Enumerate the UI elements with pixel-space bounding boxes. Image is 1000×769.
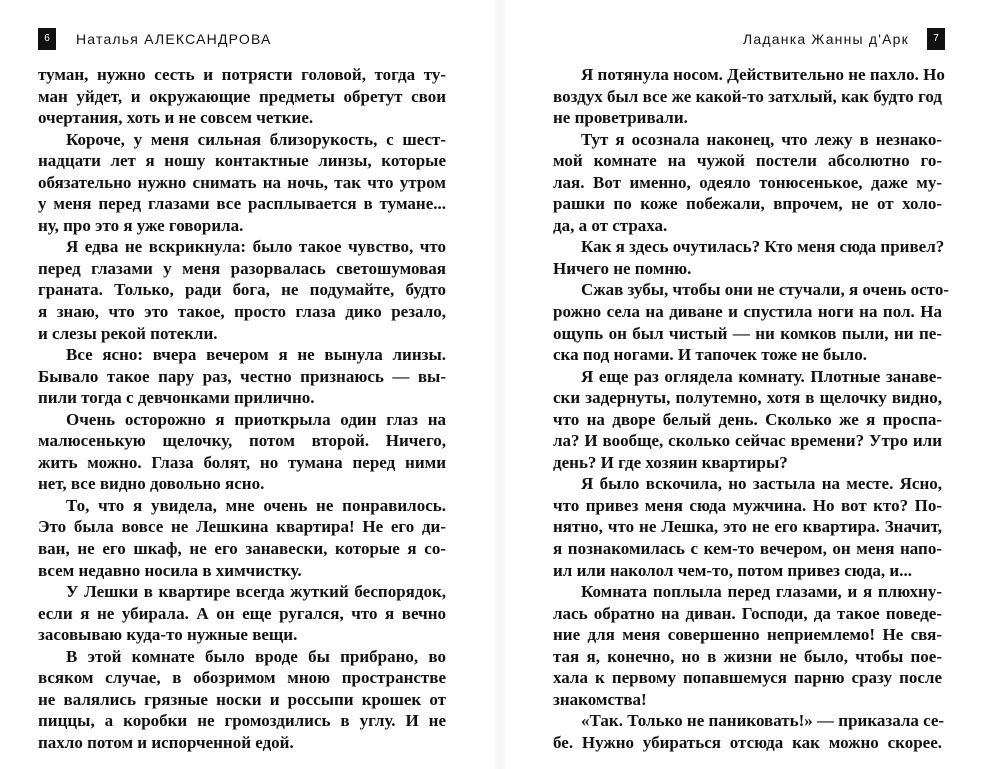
text-line: лая. Вот именно, одеяло тонюсенькое, даже му- xyxy=(553,172,942,192)
paragraph xyxy=(553,710,945,753)
author-name: Наталья АЛЕКСАНДРОВА xyxy=(76,31,272,47)
text-line: ван, не его шкаф, не его занавески, которые я со- xyxy=(38,539,446,559)
text-line: Комната поплыла перед глазами, и я плюхну- xyxy=(581,582,942,602)
text-line: ла? И вообще, сколько сейчас времени? Утро или xyxy=(553,431,942,451)
text-line: малюсенькую щелочку, потом второй. Ничего, xyxy=(38,431,446,451)
text-line: «Так. Только не паниковать!» — приказала се- xyxy=(581,711,945,731)
text-line: Ничего не помню. xyxy=(553,258,692,278)
paragraph xyxy=(38,129,446,237)
text-line: Я едва не вскрикнула: было такое чувство, что xyxy=(66,237,446,257)
text-line: лась обратно на диван. Господи, да такое поведе- xyxy=(553,603,942,623)
text-line: граната. Только, ради бога, не подумайте, будто xyxy=(38,280,446,300)
text-line: я знаю, что это такое, просто глаза дико резало, xyxy=(38,302,446,322)
paragraph xyxy=(38,409,446,495)
text-line: ска под ногами. И тапочек тоже не было. xyxy=(553,345,867,365)
text-line: бе. Нужно убираться отсюда как можно скорее. xyxy=(553,732,942,752)
text-line: день? И где хозяин квартиры? xyxy=(553,452,788,472)
text-line: нятно, что не Лешка, это не его квартира. Значит, xyxy=(553,517,942,537)
page-number-right: 7 xyxy=(927,28,945,50)
text-line: не валялись грязные носки и россыпи крошек от xyxy=(38,689,446,709)
text-line: нет, все видно довольно ясно. xyxy=(38,474,265,494)
text-line: В этой комнате было вроде бы прибрано, во xyxy=(66,646,446,666)
text-line: что привез меня сюда мужчина. Но вот кто? По- xyxy=(553,495,942,515)
text-line: Как я здесь очутилась? Кто меня сюда привел? xyxy=(581,237,945,257)
text-line: да, а от страха. xyxy=(553,215,668,235)
text-line: Очень осторожно я приоткрыла один глаз на xyxy=(66,409,446,429)
text-line: Это была вовсе не Лешкина квартира! Не его ди- xyxy=(38,517,446,537)
text-line: Тут я осознала наконец, что лежу в незнако- xyxy=(581,129,942,149)
text-line: ман уйдет, и окружающие предметы обретут свои xyxy=(38,86,446,106)
text-line: Сжав зубы, чтобы они не стучали, я очень осто- xyxy=(581,280,949,300)
text-line: Я было вскочила, но застыла на месте. Ясно, xyxy=(581,474,942,494)
paragraph xyxy=(38,646,446,754)
text-line: мой комнате на чужой постели абсолютно го- xyxy=(553,151,942,171)
text-line: ски задернуты, полутемно, хотя в щелочку видно, xyxy=(553,388,942,408)
text-line: ощупь он был чистый — ни комков пыли, ни пе- xyxy=(553,323,942,343)
text-line: рожно села на диване и спустила ноги на пол. На xyxy=(553,302,942,322)
paragraph xyxy=(38,344,446,409)
text-line: хала к первому попавшемуся парню сразу после xyxy=(553,668,942,688)
text-line: надцати лет я ношу контактные линзы, которые xyxy=(38,151,446,171)
text-line: перед глазами у меня разорвалась светошумовая xyxy=(38,258,446,278)
text-line: Бывало такое пару раз, честно признаюсь — вы- xyxy=(38,366,446,386)
paragraph xyxy=(553,64,945,129)
paragraph xyxy=(553,366,942,474)
paragraph xyxy=(553,279,949,365)
paragraph xyxy=(38,64,446,129)
text-line: пиццы, а коробки не громоздились в углу. И не xyxy=(38,711,446,731)
text-line: туман, нужно сесть и потрясти головой, тогда ту- xyxy=(38,65,446,84)
paragraph xyxy=(553,236,945,279)
text-line: жить можно. Глаза болят, но тумана перед ними xyxy=(38,452,446,472)
book-gutter xyxy=(493,0,507,769)
paragraph xyxy=(38,581,446,646)
text-line: что на дворе белый день. Сколько же я проспа- xyxy=(553,409,942,429)
text-line: засовываю куда-то нужные вещи. xyxy=(38,625,298,645)
page-number-left: 6 xyxy=(38,28,56,50)
left-running-head xyxy=(38,27,272,51)
text-line: знакомства! xyxy=(553,689,647,709)
text-line: ну, про это я уже говорила. xyxy=(38,215,244,235)
paragraph xyxy=(553,473,942,581)
text-line: Все ясно: вчера вечером я не вынула линзы. xyxy=(66,345,446,365)
text-line: Я потянула носом. Действительно не пахло. Но xyxy=(581,65,945,84)
text-line: и слезы рекой потекли. xyxy=(38,323,218,343)
text-line: ние для меня совершенно неприемлемо! Не свя- xyxy=(553,625,942,645)
text-line: всяком случае, в обозримом мною пространстве xyxy=(38,668,446,688)
book-title: Ладанка Жанны д'Арк xyxy=(743,31,909,47)
right-running-head xyxy=(743,27,945,51)
paragraph xyxy=(553,581,942,710)
text-line: очертания, хоть и не совсем четкие. xyxy=(38,108,314,128)
paragraph xyxy=(553,129,942,237)
right-page-body xyxy=(553,64,949,754)
text-line: Я еще раз оглядела комнату. Плотные занаве- xyxy=(581,366,942,386)
text-line: Короче, у меня сильная близорукость, с шест- xyxy=(66,129,446,149)
text-line: я познакомилась с кем-то вечером, он меня напо- xyxy=(553,539,942,559)
text-line: обязательно нужно снимать на ночь, так что утром xyxy=(38,172,446,192)
left-page-body xyxy=(38,64,446,754)
text-line: То, что я увидела, мне очень не понравилось. xyxy=(66,495,446,515)
text-line: пахло потом и испорченной едой. xyxy=(38,732,294,752)
paragraph xyxy=(38,495,446,581)
text-line: У Лешки в квартире всегда жуткий беспорядок, xyxy=(66,582,446,602)
text-line: тая я, конечно, но в жизни не было, чтобы пое- xyxy=(553,646,942,666)
paragraph xyxy=(38,236,446,344)
text-line: ил или наколол чем-то, потом привез сюда, и... xyxy=(553,560,912,580)
text-line: пили тогда с девчонками прилично. xyxy=(38,388,315,408)
text-line: у меня перед глазами все расплывается в тумане... xyxy=(38,194,446,214)
text-line: не проветривали. xyxy=(553,108,688,128)
text-line: всем недавно носила в химчистку. xyxy=(38,560,302,580)
text-line: если я не убирала. А он еще ругался, что я вечно xyxy=(38,603,446,623)
text-line: рашки по коже побежали, впрочем, не от холо- xyxy=(553,194,942,214)
text-line: воздух был все же какой-то затхлый, как будто год xyxy=(553,86,942,106)
